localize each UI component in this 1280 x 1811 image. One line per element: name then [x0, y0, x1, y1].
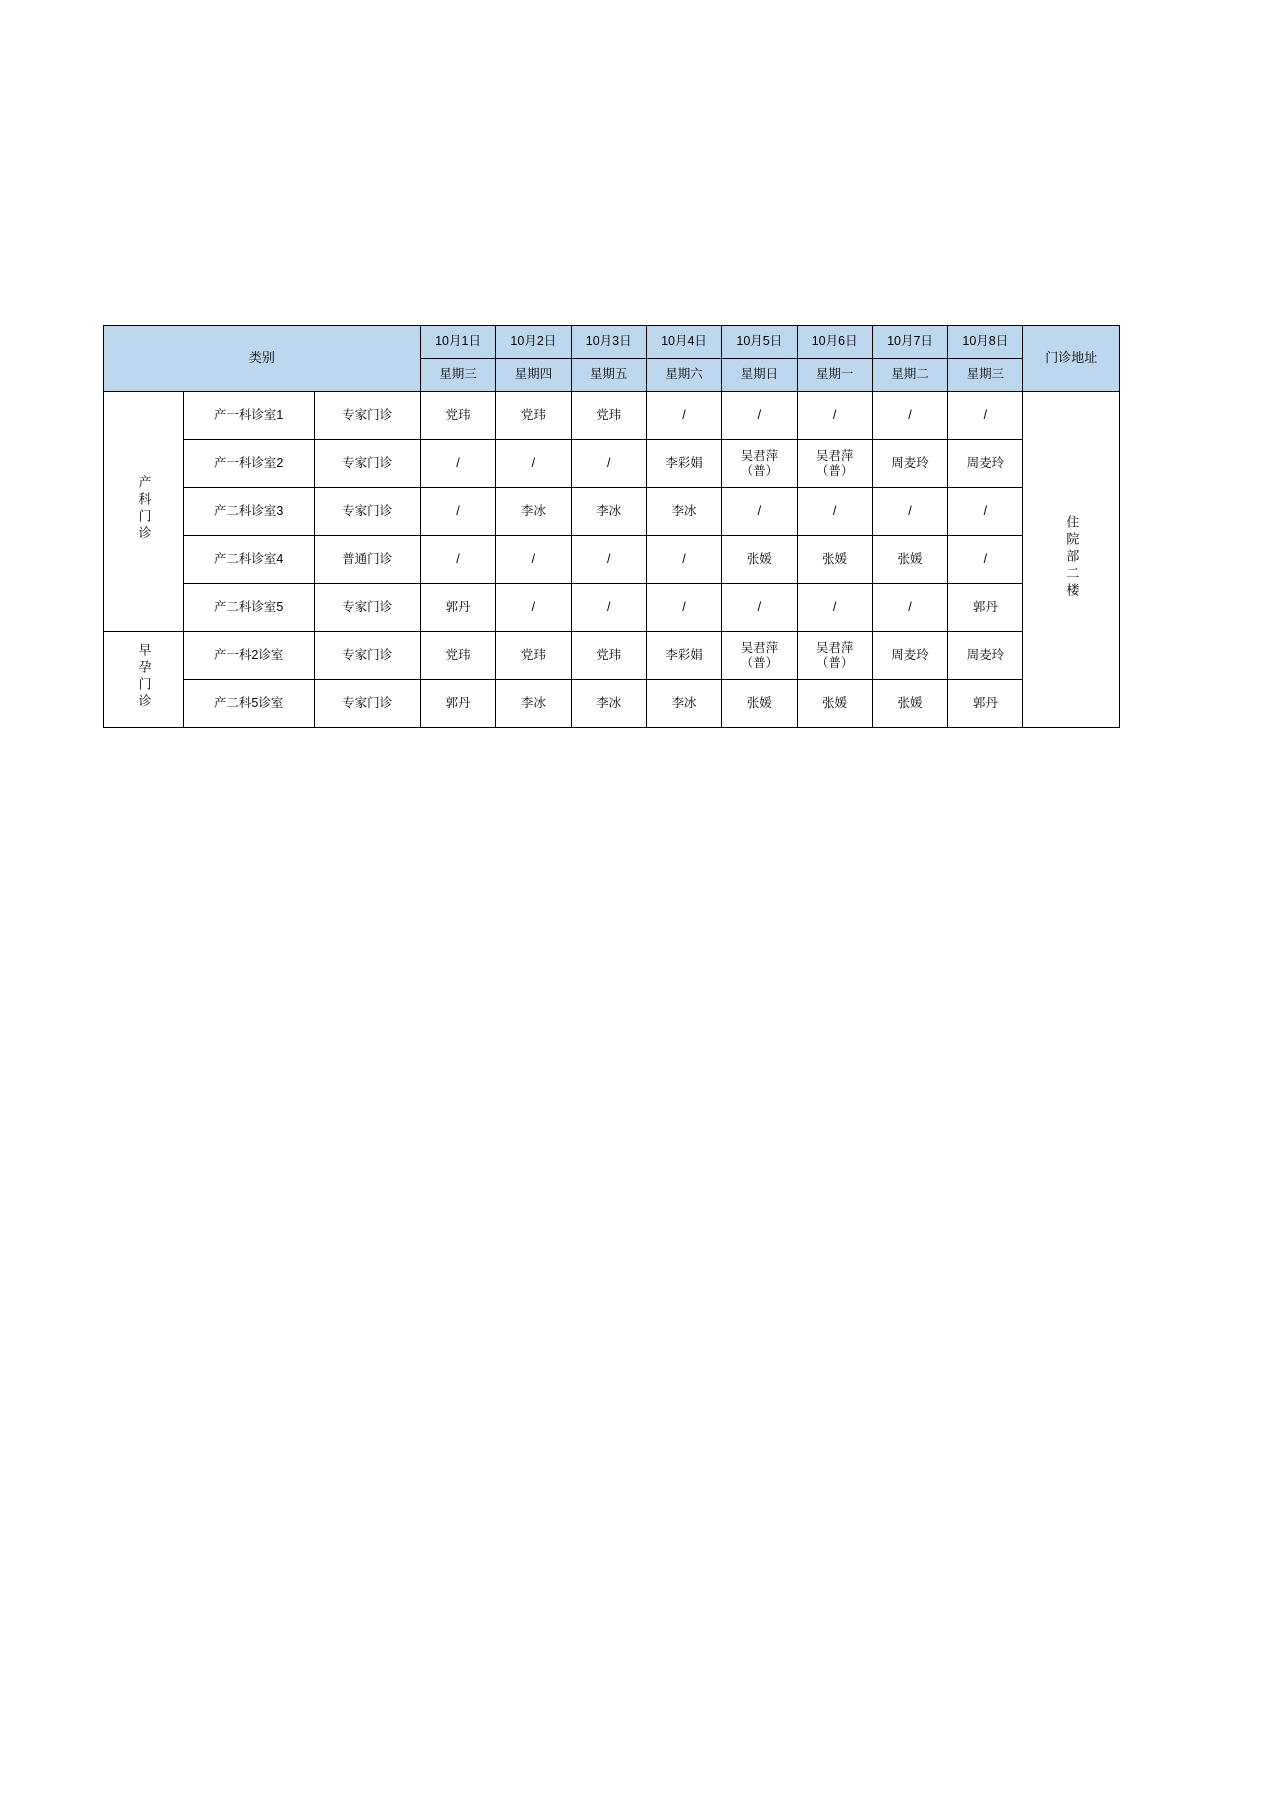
doctor-cell-d2: /: [496, 536, 571, 584]
doctor-cell-d2: 党玮: [496, 632, 571, 680]
room-name: 产二科诊室3: [183, 488, 314, 536]
doctor-cell-d4: 李冰: [646, 680, 721, 728]
table-row: [104, 440, 1120, 488]
clinic-type: 专家门诊: [314, 440, 420, 488]
doctor-cell-d5: /: [722, 584, 797, 632]
room-name: 产二科5诊室: [183, 680, 314, 728]
clinic-type: 专家门诊: [314, 680, 420, 728]
address-header: 门诊地址: [1023, 326, 1120, 392]
header-row-dates: [104, 326, 1120, 359]
doctor-cell-d3: 党玮: [571, 632, 646, 680]
doctor-cell-d7: 周麦玲: [872, 632, 947, 680]
doctor-cell-d6: /: [797, 584, 872, 632]
doctor-cell-d8: 郭丹: [948, 680, 1023, 728]
doctor-cell-d1: /: [420, 488, 495, 536]
doctor-cell-d8: /: [948, 536, 1023, 584]
schedule-sheet: [103, 325, 1120, 728]
doctor-cell-d6: 吴君萍 （普）: [797, 632, 872, 680]
room-name: 产二科诊室4: [183, 536, 314, 584]
doctor-cell-d8: 郭丹: [948, 584, 1023, 632]
group-label-1: [104, 392, 184, 632]
date-header-5: 10月5日: [722, 326, 797, 359]
doctor-cell-d4: 李彩娟: [646, 440, 721, 488]
group-label-text: 早孕门诊: [136, 643, 152, 712]
room-name: 产一科2诊室: [183, 632, 314, 680]
address-value-text: 住院部二楼: [1064, 514, 1080, 600]
doctor-cell-d4: 李冰: [646, 488, 721, 536]
doctor-cell-d1: /: [420, 440, 495, 488]
doctor-cell-d7: /: [872, 392, 947, 440]
weekday-header-3: 星期五: [571, 359, 646, 392]
doctor-cell-d6: 吴君萍 （普）: [797, 440, 872, 488]
date-header-4: 10月4日: [646, 326, 721, 359]
clinic-type: 专家门诊: [314, 392, 420, 440]
group-label-text: 产科门诊: [136, 475, 152, 544]
clinic-type: 专家门诊: [314, 632, 420, 680]
doctor-cell-d7: /: [872, 488, 947, 536]
table-row: [104, 488, 1120, 536]
table-row: [104, 632, 1120, 680]
doctor-cell-d2: /: [496, 440, 571, 488]
table-row: [104, 392, 1120, 440]
doctor-cell-d7: /: [872, 584, 947, 632]
doctor-cell-d1: 党玮: [420, 632, 495, 680]
doctor-cell-d6: /: [797, 392, 872, 440]
doctor-cell-d2: 李冰: [496, 680, 571, 728]
date-header-2: 10月2日: [496, 326, 571, 359]
date-header-8: 10月8日: [948, 326, 1023, 359]
doctor-cell-d5: 张媛: [722, 536, 797, 584]
table-row: [104, 584, 1120, 632]
doctor-cell-d6: 张媛: [797, 680, 872, 728]
weekday-header-6: 星期一: [797, 359, 872, 392]
doctor-cell-d8: 周麦玲: [948, 632, 1023, 680]
doctor-cell-d4: /: [646, 536, 721, 584]
weekday-header-5: 星期日: [722, 359, 797, 392]
doctor-cell-d2: 李冰: [496, 488, 571, 536]
weekday-header-8: 星期三: [948, 359, 1023, 392]
doctor-cell-d4: /: [646, 392, 721, 440]
date-header-3: 10月3日: [571, 326, 646, 359]
room-name: 产一科诊室1: [183, 392, 314, 440]
doctor-cell-d7: 周麦玲: [872, 440, 947, 488]
doctor-cell-d3: 党玮: [571, 392, 646, 440]
doctor-cell-d1: 郭丹: [420, 680, 495, 728]
doctor-cell-d6: /: [797, 488, 872, 536]
doctor-cell-d2: /: [496, 584, 571, 632]
doctor-cell-d8: 周麦玲: [948, 440, 1023, 488]
doctor-cell-d5: 吴君萍 （普）: [722, 440, 797, 488]
weekday-header-2: 星期四: [496, 359, 571, 392]
doctor-cell-d1: 郭丹: [420, 584, 495, 632]
weekday-header-7: 星期二: [872, 359, 947, 392]
doctor-cell-d5: 吴君萍 （普）: [722, 632, 797, 680]
weekday-header-4: 星期六: [646, 359, 721, 392]
doctor-cell-d3: /: [571, 440, 646, 488]
doctor-cell-d3: /: [571, 536, 646, 584]
doctor-cell-d8: /: [948, 488, 1023, 536]
clinic-type: 专家门诊: [314, 584, 420, 632]
date-header-6: 10月6日: [797, 326, 872, 359]
doctor-cell-d5: 张媛: [722, 680, 797, 728]
doctor-cell-d7: 张媛: [872, 680, 947, 728]
clinic-type: 普通门诊: [314, 536, 420, 584]
category-header: 类别: [104, 326, 421, 392]
doctor-cell-d8: /: [948, 392, 1023, 440]
table-row: [104, 680, 1120, 728]
doctor-cell-d5: /: [722, 392, 797, 440]
address-value: [1023, 392, 1120, 728]
date-header-7: 10月7日: [872, 326, 947, 359]
doctor-cell-d1: /: [420, 536, 495, 584]
room-name: 产二科诊室5: [183, 584, 314, 632]
doctor-cell-d4: 李彩娟: [646, 632, 721, 680]
doctor-cell-d3: /: [571, 584, 646, 632]
doctor-cell-d2: 党玮: [496, 392, 571, 440]
doctor-cell-d7: 张媛: [872, 536, 947, 584]
table-row: [104, 536, 1120, 584]
doctor-cell-d5: /: [722, 488, 797, 536]
date-header-1: 10月1日: [420, 326, 495, 359]
room-name: 产一科诊室2: [183, 440, 314, 488]
doctor-cell-d1: 党玮: [420, 392, 495, 440]
doctor-cell-d4: /: [646, 584, 721, 632]
clinic-type: 专家门诊: [314, 488, 420, 536]
weekday-header-1: 星期三: [420, 359, 495, 392]
doctor-cell-d3: 李冰: [571, 488, 646, 536]
group-label-2: [104, 632, 184, 728]
outpatient-schedule-table: [103, 325, 1120, 728]
doctor-cell-d6: 张媛: [797, 536, 872, 584]
doctor-cell-d3: 李冰: [571, 680, 646, 728]
